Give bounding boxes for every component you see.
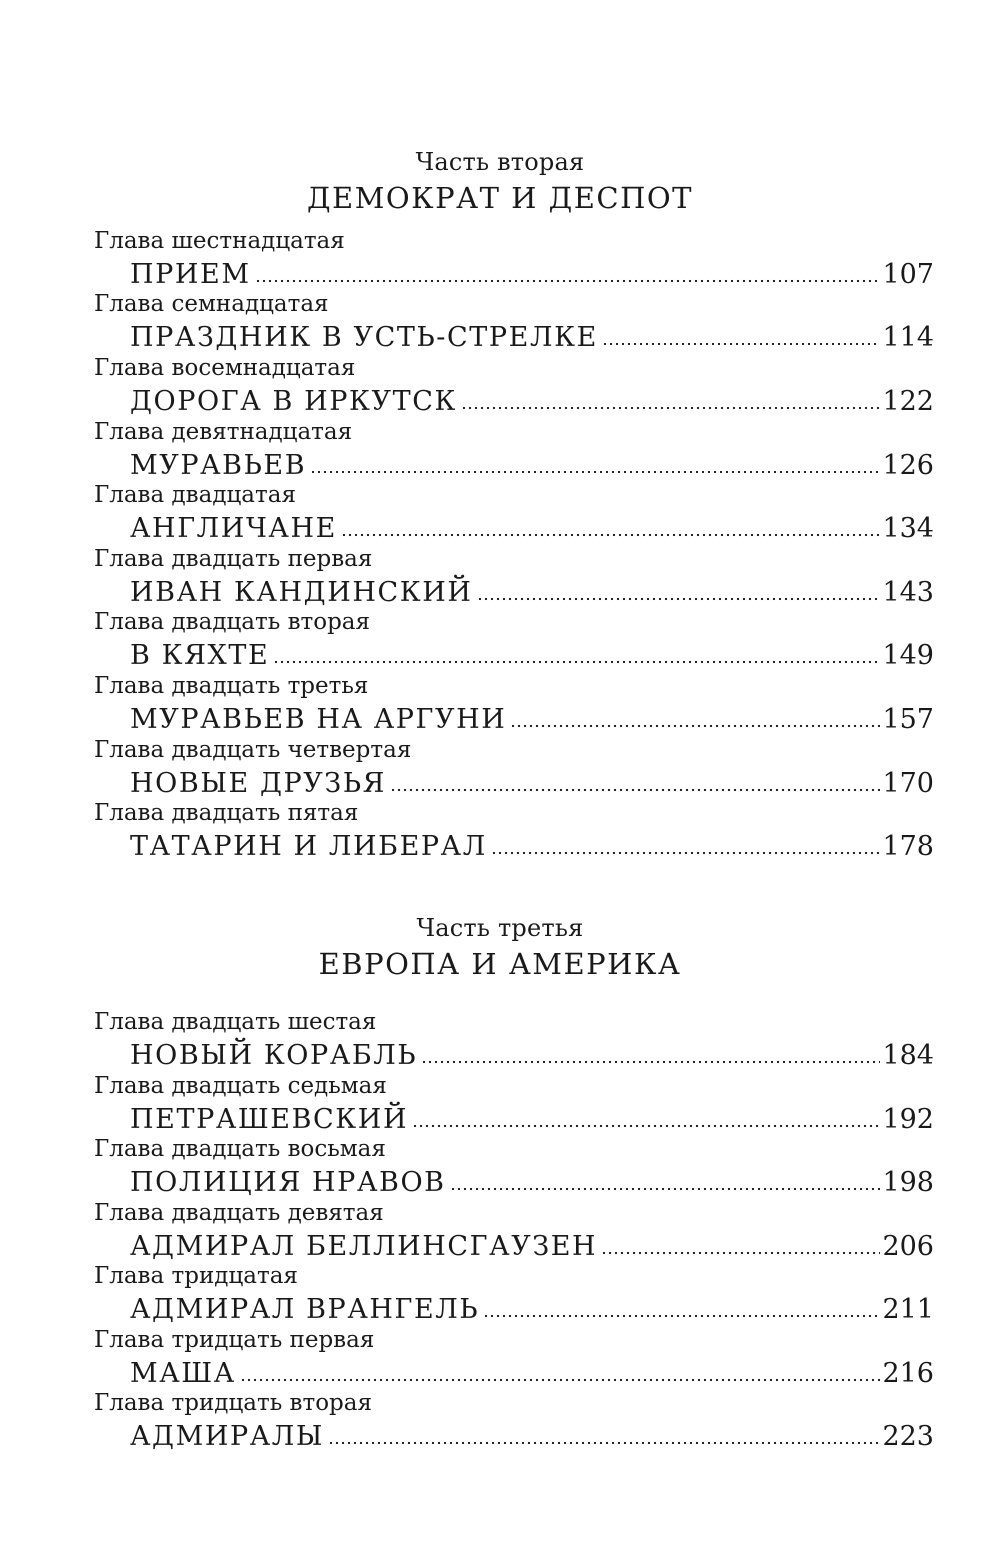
page-number: 192 <box>882 1104 934 1135</box>
dot-leader <box>240 1378 881 1382</box>
toc-entry[interactable] <box>94 800 934 863</box>
chapter-title: АДМИРАЛЫ <box>130 1421 325 1452</box>
chapter-title: АДМИРАЛ БЕЛЛИНСГАУЗЕН <box>130 1231 598 1262</box>
page-number: 134 <box>882 513 934 544</box>
page-number: 107 <box>882 259 934 290</box>
chapter-label: Глава тридцать первая <box>94 1327 375 1353</box>
page-number: 114 <box>882 322 934 353</box>
dot-leader <box>273 660 880 664</box>
dot-leader <box>310 470 880 474</box>
dot-leader <box>601 1251 880 1255</box>
chapter-title: ТАТАРИН И ЛИБЕРАЛ <box>130 831 487 862</box>
chapter-label: Глава девятнадцатая <box>94 419 353 445</box>
chapter-label: Глава двадцать вторая <box>94 609 371 635</box>
chapter-label: Глава двадцать седьмая <box>94 1073 387 1099</box>
page-number: 157 <box>882 704 934 735</box>
page-number: 149 <box>882 640 934 671</box>
chapter-title: ИВАН КАНДИНСКИЙ <box>130 577 473 608</box>
toc-entry[interactable] <box>94 419 934 482</box>
dot-leader <box>421 1060 880 1064</box>
chapter-title: АДМИРАЛ ВРАНГЕЛЬ <box>130 1294 480 1325</box>
toc-entry[interactable] <box>94 1263 934 1326</box>
dot-leader <box>450 1187 881 1191</box>
dot-leader <box>510 724 880 728</box>
chapter-label: Глава двадцать восьмая <box>94 1136 386 1162</box>
chapter-title: НОВЫЕ ДРУЗЬЯ <box>130 768 387 799</box>
dot-leader <box>602 342 881 346</box>
chapter-title: НОВЫЙ КОРАБЛЬ <box>130 1040 418 1071</box>
chapter-title: МАША <box>130 1358 236 1389</box>
chapter-label: Глава тридцать вторая <box>94 1390 372 1416</box>
chapter-label: Глава восемнадцатая <box>94 355 356 381</box>
part-title: ЕВРОПА И АМЕРИКА <box>318 947 682 981</box>
page-number: 178 <box>882 831 934 862</box>
toc-entry[interactable] <box>94 1390 934 1453</box>
chapter-title: МУРАВЬЕВ НА АРГУНИ <box>130 704 507 735</box>
page-number: 223 <box>882 1421 934 1452</box>
toc-entry[interactable] <box>94 1073 934 1136</box>
chapter-title: ПРИЕМ <box>130 259 251 290</box>
toc-entry[interactable] <box>94 737 934 800</box>
dot-leader <box>491 851 881 855</box>
chapter-title: МУРАВЬЕВ <box>130 450 307 481</box>
dot-leader <box>390 788 880 792</box>
toc-entry[interactable] <box>94 228 934 291</box>
toc-entry[interactable] <box>94 673 934 736</box>
toc-entry[interactable] <box>94 1009 934 1072</box>
chapter-label: Глава тридцатая <box>94 1263 298 1289</box>
dot-leader <box>328 1441 880 1445</box>
part-three-header <box>0 914 1000 984</box>
dot-leader <box>477 597 881 601</box>
chapter-title: ПЕТРАШЕВСКИЙ <box>130 1104 409 1135</box>
page-number: 206 <box>882 1231 934 1262</box>
dot-leader <box>461 406 880 410</box>
page-number: 198 <box>882 1167 934 1198</box>
toc-entry[interactable] <box>94 355 934 418</box>
dot-leader <box>255 279 881 283</box>
chapter-title: В КЯХТЕ <box>130 640 270 671</box>
chapter-title: АНГЛИЧАНЕ <box>130 513 337 544</box>
page-number: 170 <box>882 768 934 799</box>
chapter-label: Глава двадцать четвертая <box>94 737 412 763</box>
toc-entry[interactable] <box>94 1327 934 1390</box>
part-label: Часть вторая <box>415 148 585 176</box>
dot-leader <box>341 533 881 537</box>
chapter-label: Глава двадцать первая <box>94 546 373 572</box>
chapter-label: Глава двадцать третья <box>94 673 369 699</box>
page-number: 211 <box>882 1294 934 1325</box>
page-number: 184 <box>882 1040 934 1071</box>
page-number: 122 <box>882 386 934 417</box>
toc-entry[interactable] <box>94 546 934 609</box>
chapter-title: ПРАЗДНИК В УСТЬ-СТРЕЛКЕ <box>130 322 598 353</box>
page-number: 143 <box>882 577 934 608</box>
page-number: 216 <box>882 1358 934 1389</box>
chapter-title: ДОРОГА В ИРКУТСК <box>130 386 458 417</box>
chapter-label: Глава двадцать девятая <box>94 1200 384 1226</box>
toc-entry[interactable] <box>94 1136 934 1199</box>
part-label: Часть третья <box>416 914 584 942</box>
toc-entry[interactable] <box>94 291 934 354</box>
page-number: 126 <box>882 450 934 481</box>
part-title: ДЕМОКРАТ И ДЕСПОТ <box>306 181 694 215</box>
dot-leader <box>412 1124 880 1128</box>
toc-entry[interactable] <box>94 482 934 545</box>
part-two-header <box>0 148 1000 218</box>
chapter-label: Глава двадцать шестая <box>94 1009 377 1035</box>
chapter-title: ПОЛИЦИЯ НРАВОВ <box>130 1167 446 1198</box>
toc-entry[interactable] <box>94 609 934 672</box>
chapter-label: Глава шестнадцатая <box>94 228 345 254</box>
chapter-label: Глава двадцать пятая <box>94 800 359 826</box>
toc-entry[interactable] <box>94 1200 934 1263</box>
chapter-label: Глава двадцатая <box>94 482 296 508</box>
chapter-label: Глава семнадцатая <box>94 291 329 317</box>
dot-leader <box>483 1314 880 1318</box>
